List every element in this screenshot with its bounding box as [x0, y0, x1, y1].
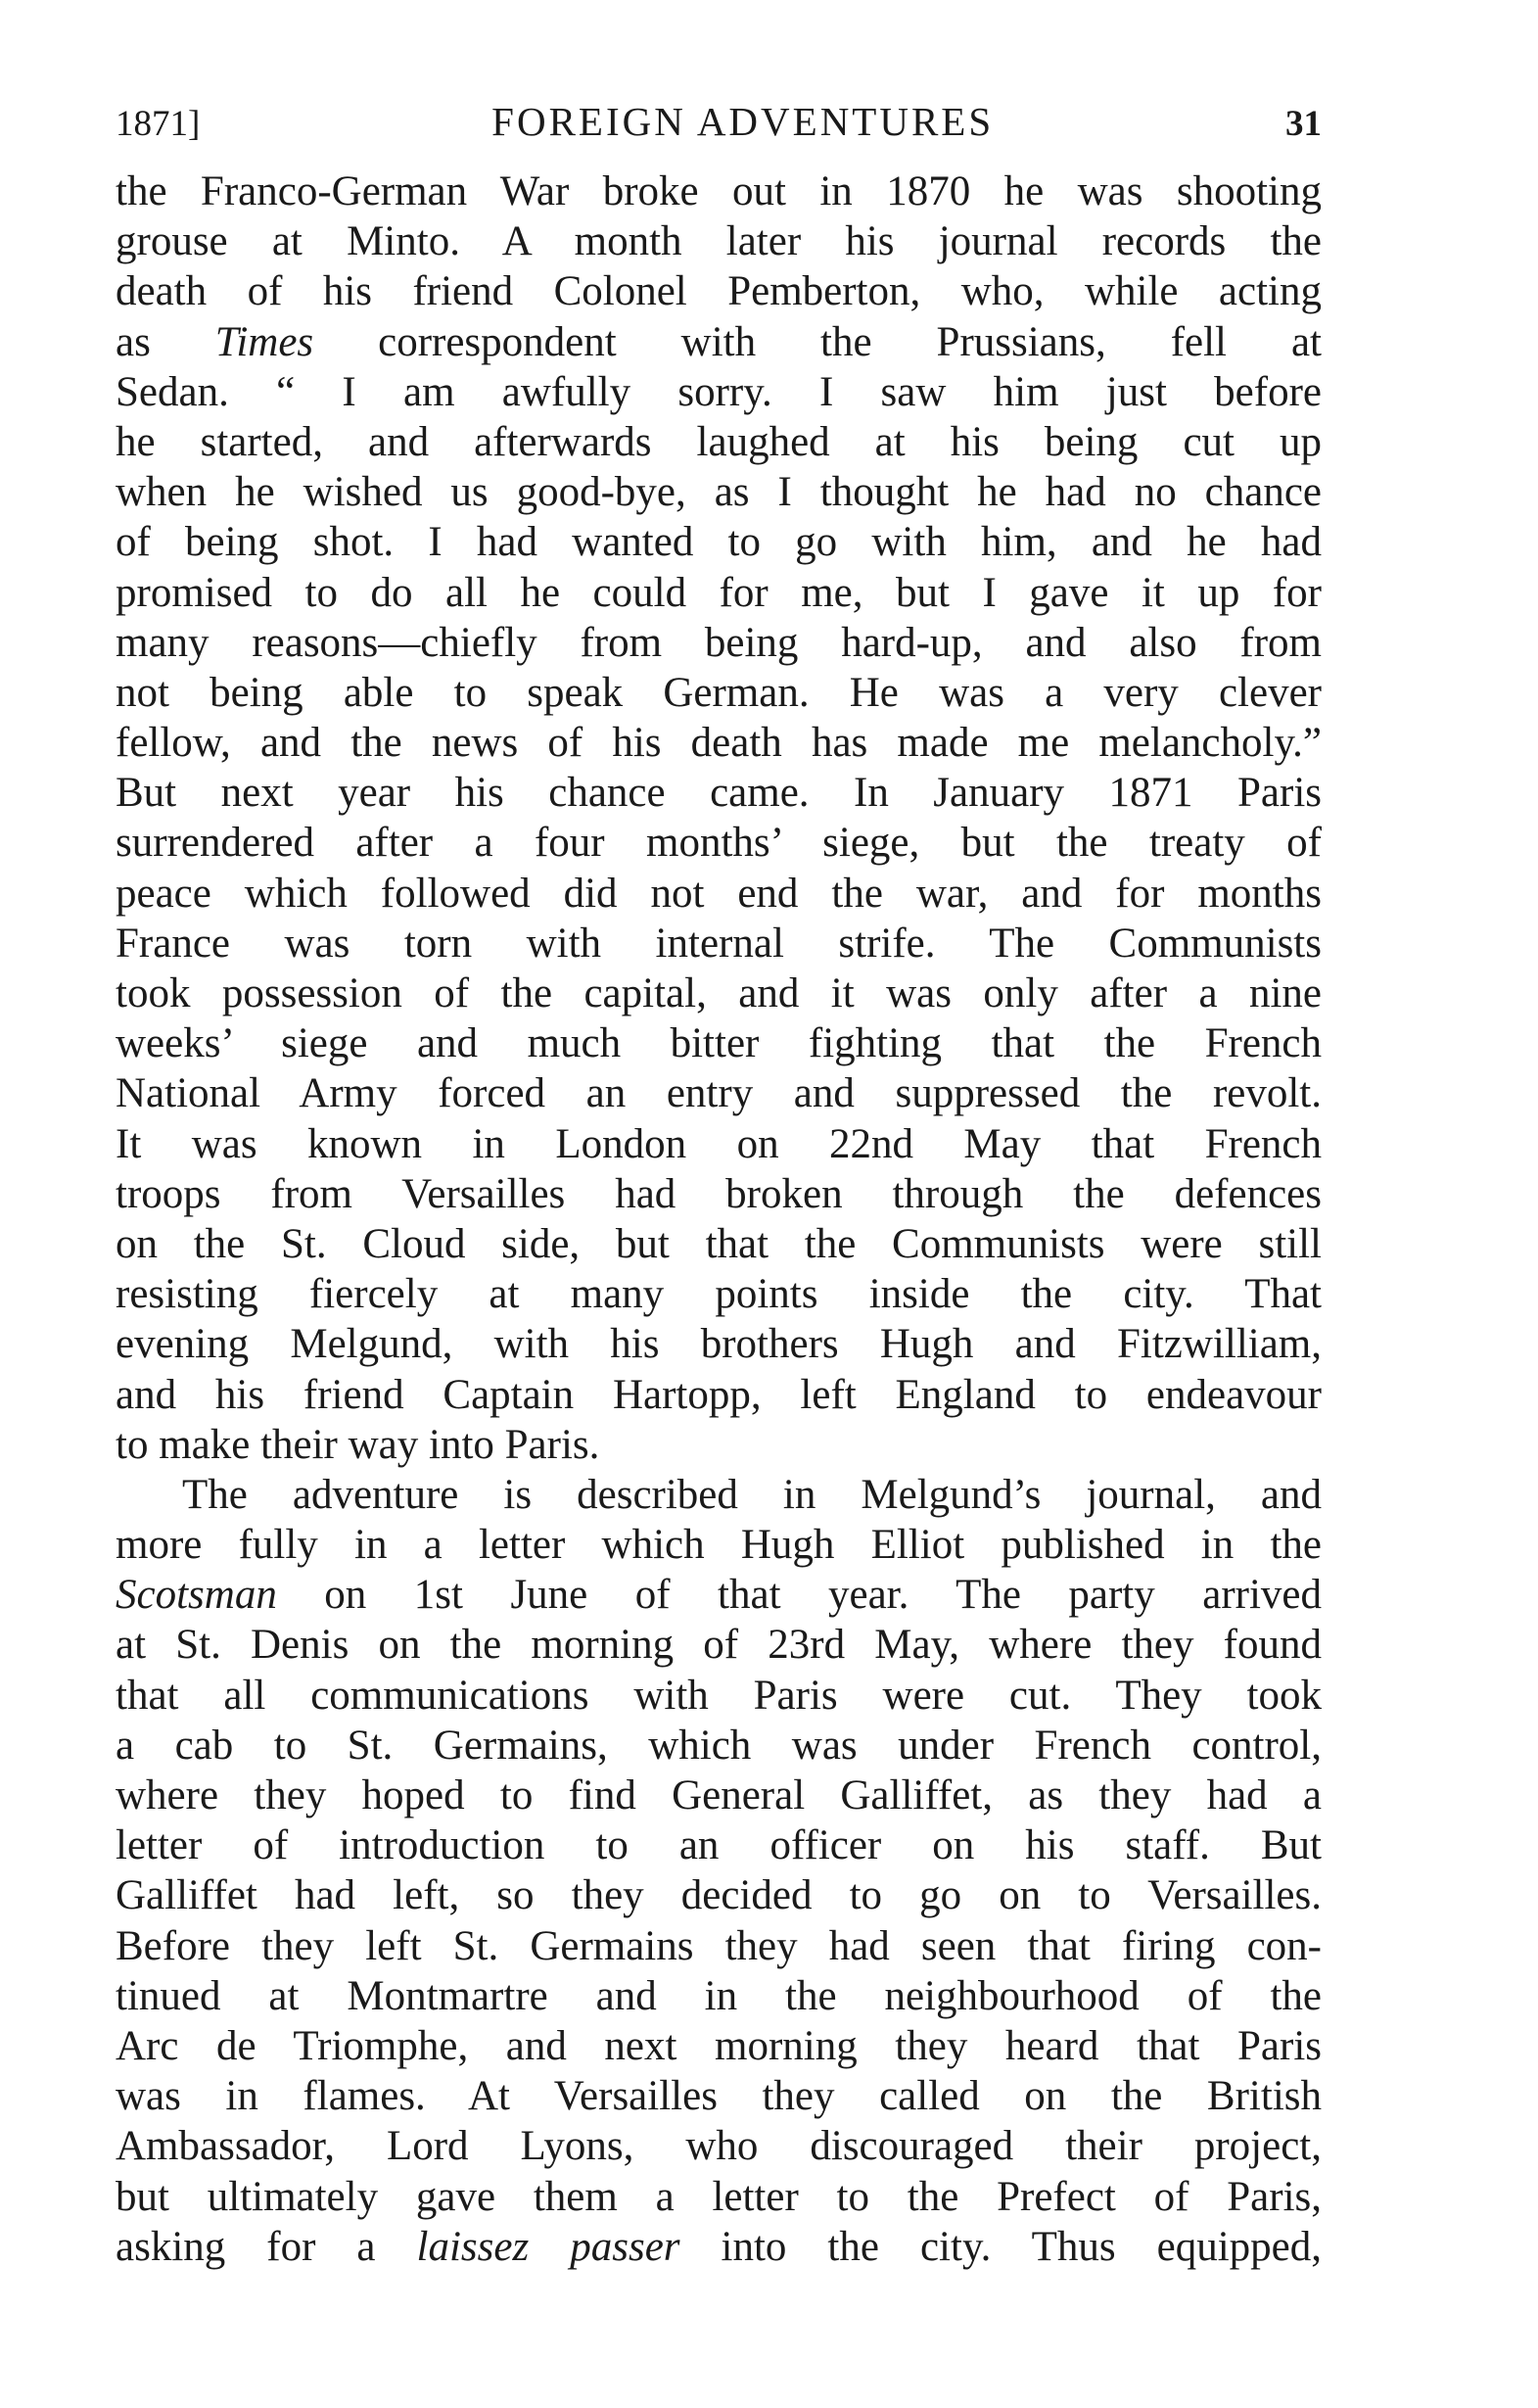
text-line: death of his friend Colonel Pemberton, who, while acting: [116, 268, 1322, 315]
text-line: Arc de Triomphe, and next morning they heard that Paris: [116, 2022, 1322, 2069]
text-line: he started, and afterwards laughed at his being cut up: [116, 418, 1322, 465]
text-line: The adventure is described in Melgund’s journal, and: [182, 1471, 1322, 1518]
text-line: took possession of the capital, and it was only after a nine: [116, 970, 1322, 1016]
text-line: where they hoped to find General Galliffet, as they had a: [116, 1772, 1322, 1818]
text-line: Scotsman on 1st June of that year. The party arrived: [116, 1572, 1322, 1619]
text-line: National Army forced an entry and suppressed the revolt.: [116, 1070, 1322, 1117]
text-line: evening Melgund, with his brothers Hugh and Fitzwilliam,: [116, 1321, 1322, 1368]
page-number: 31: [1284, 104, 1322, 144]
text-line: troops from Versailles had broken through the defences: [116, 1170, 1322, 1217]
text-line: of being shot. I had wanted to go with him, and he had: [116, 519, 1322, 566]
running-head: [116, 98, 1322, 166]
header-year: 1871]: [116, 104, 201, 144]
text-line: Sedan. “ I am awfully sorry. I saw him just before: [116, 368, 1322, 415]
text-line: fellow, and the news of his death has made me melancholy.”: [116, 720, 1322, 767]
text-line: the Franco-German War broke out in 1870 he was shooting: [116, 168, 1322, 214]
text-line: surrendered after a four months’ siege, but the treaty of: [116, 820, 1322, 867]
text-line: But next year his chance came. In January 1871 Paris: [116, 770, 1322, 817]
text-line: that all communications with Paris were cut. They took: [116, 1672, 1322, 1719]
text-line: asking for a laissez passer into the city. Thus equipped,: [116, 2223, 1322, 2270]
text-line: It was known in London on 22nd May that French: [116, 1120, 1322, 1167]
text-line: peace which followed did not end the war, and for months: [116, 870, 1322, 917]
text-line: France was torn with internal strife. The Communists: [116, 920, 1322, 967]
text-line: weeks’ siege and much bitter fighting that the French: [116, 1020, 1322, 1067]
page-content: [116, 98, 1322, 2272]
text-line: was in flames. At Versailles they called on the British: [116, 2073, 1322, 2120]
text-line: but ultimately gave them a letter to the Prefect of Paris,: [116, 2173, 1322, 2220]
text-line: resisting fiercely at many points inside the city. That: [116, 1271, 1322, 1318]
text-line: when he wished us good-bye, as I thought he had no chance: [116, 469, 1322, 516]
text-line: as Times correspondent with the Prussians, fell at: [116, 318, 1322, 365]
text-line: letter of introduction to an officer on his staff. But: [116, 1822, 1322, 1869]
text-line: promised to do all he could for me, but I gave it up for: [116, 569, 1322, 616]
text-line: at St. Denis on the morning of 23rd May, where they found: [116, 1622, 1322, 1669]
text-line: Before they left St. Germains they had seen that firing con-: [116, 1922, 1322, 1969]
text-line: not being able to speak German. He was a very clever: [116, 669, 1322, 716]
text-line: Galliffet had left, so they decided to go on to Versailles.: [116, 1872, 1322, 1919]
text-line: Ambassador, Lord Lyons, who discouraged their project,: [116, 2123, 1322, 2170]
text-line: and his friend Captain Hartopp, left England to endeavour: [116, 1371, 1322, 1418]
text-line: more fully in a letter which Hugh Elliot published in the: [116, 1522, 1322, 1569]
text-line: to make their way into Paris.: [116, 1421, 600, 1468]
text-line: grouse at Minto. A month later his journal records the: [116, 218, 1322, 265]
header-title: FOREIGN ADVENTURES: [491, 99, 995, 144]
body-text: [116, 166, 1322, 2272]
text-line: many reasons—chiefly from being hard-up, and also from: [116, 619, 1322, 666]
text-line: on the St. Cloud side, but that the Communists were still: [116, 1220, 1322, 1267]
text-line: tinued at Montmartre and in the neighbourhood of the: [116, 1972, 1322, 2019]
text-line: a cab to St. Germains, which was under French control,: [116, 1722, 1322, 1769]
